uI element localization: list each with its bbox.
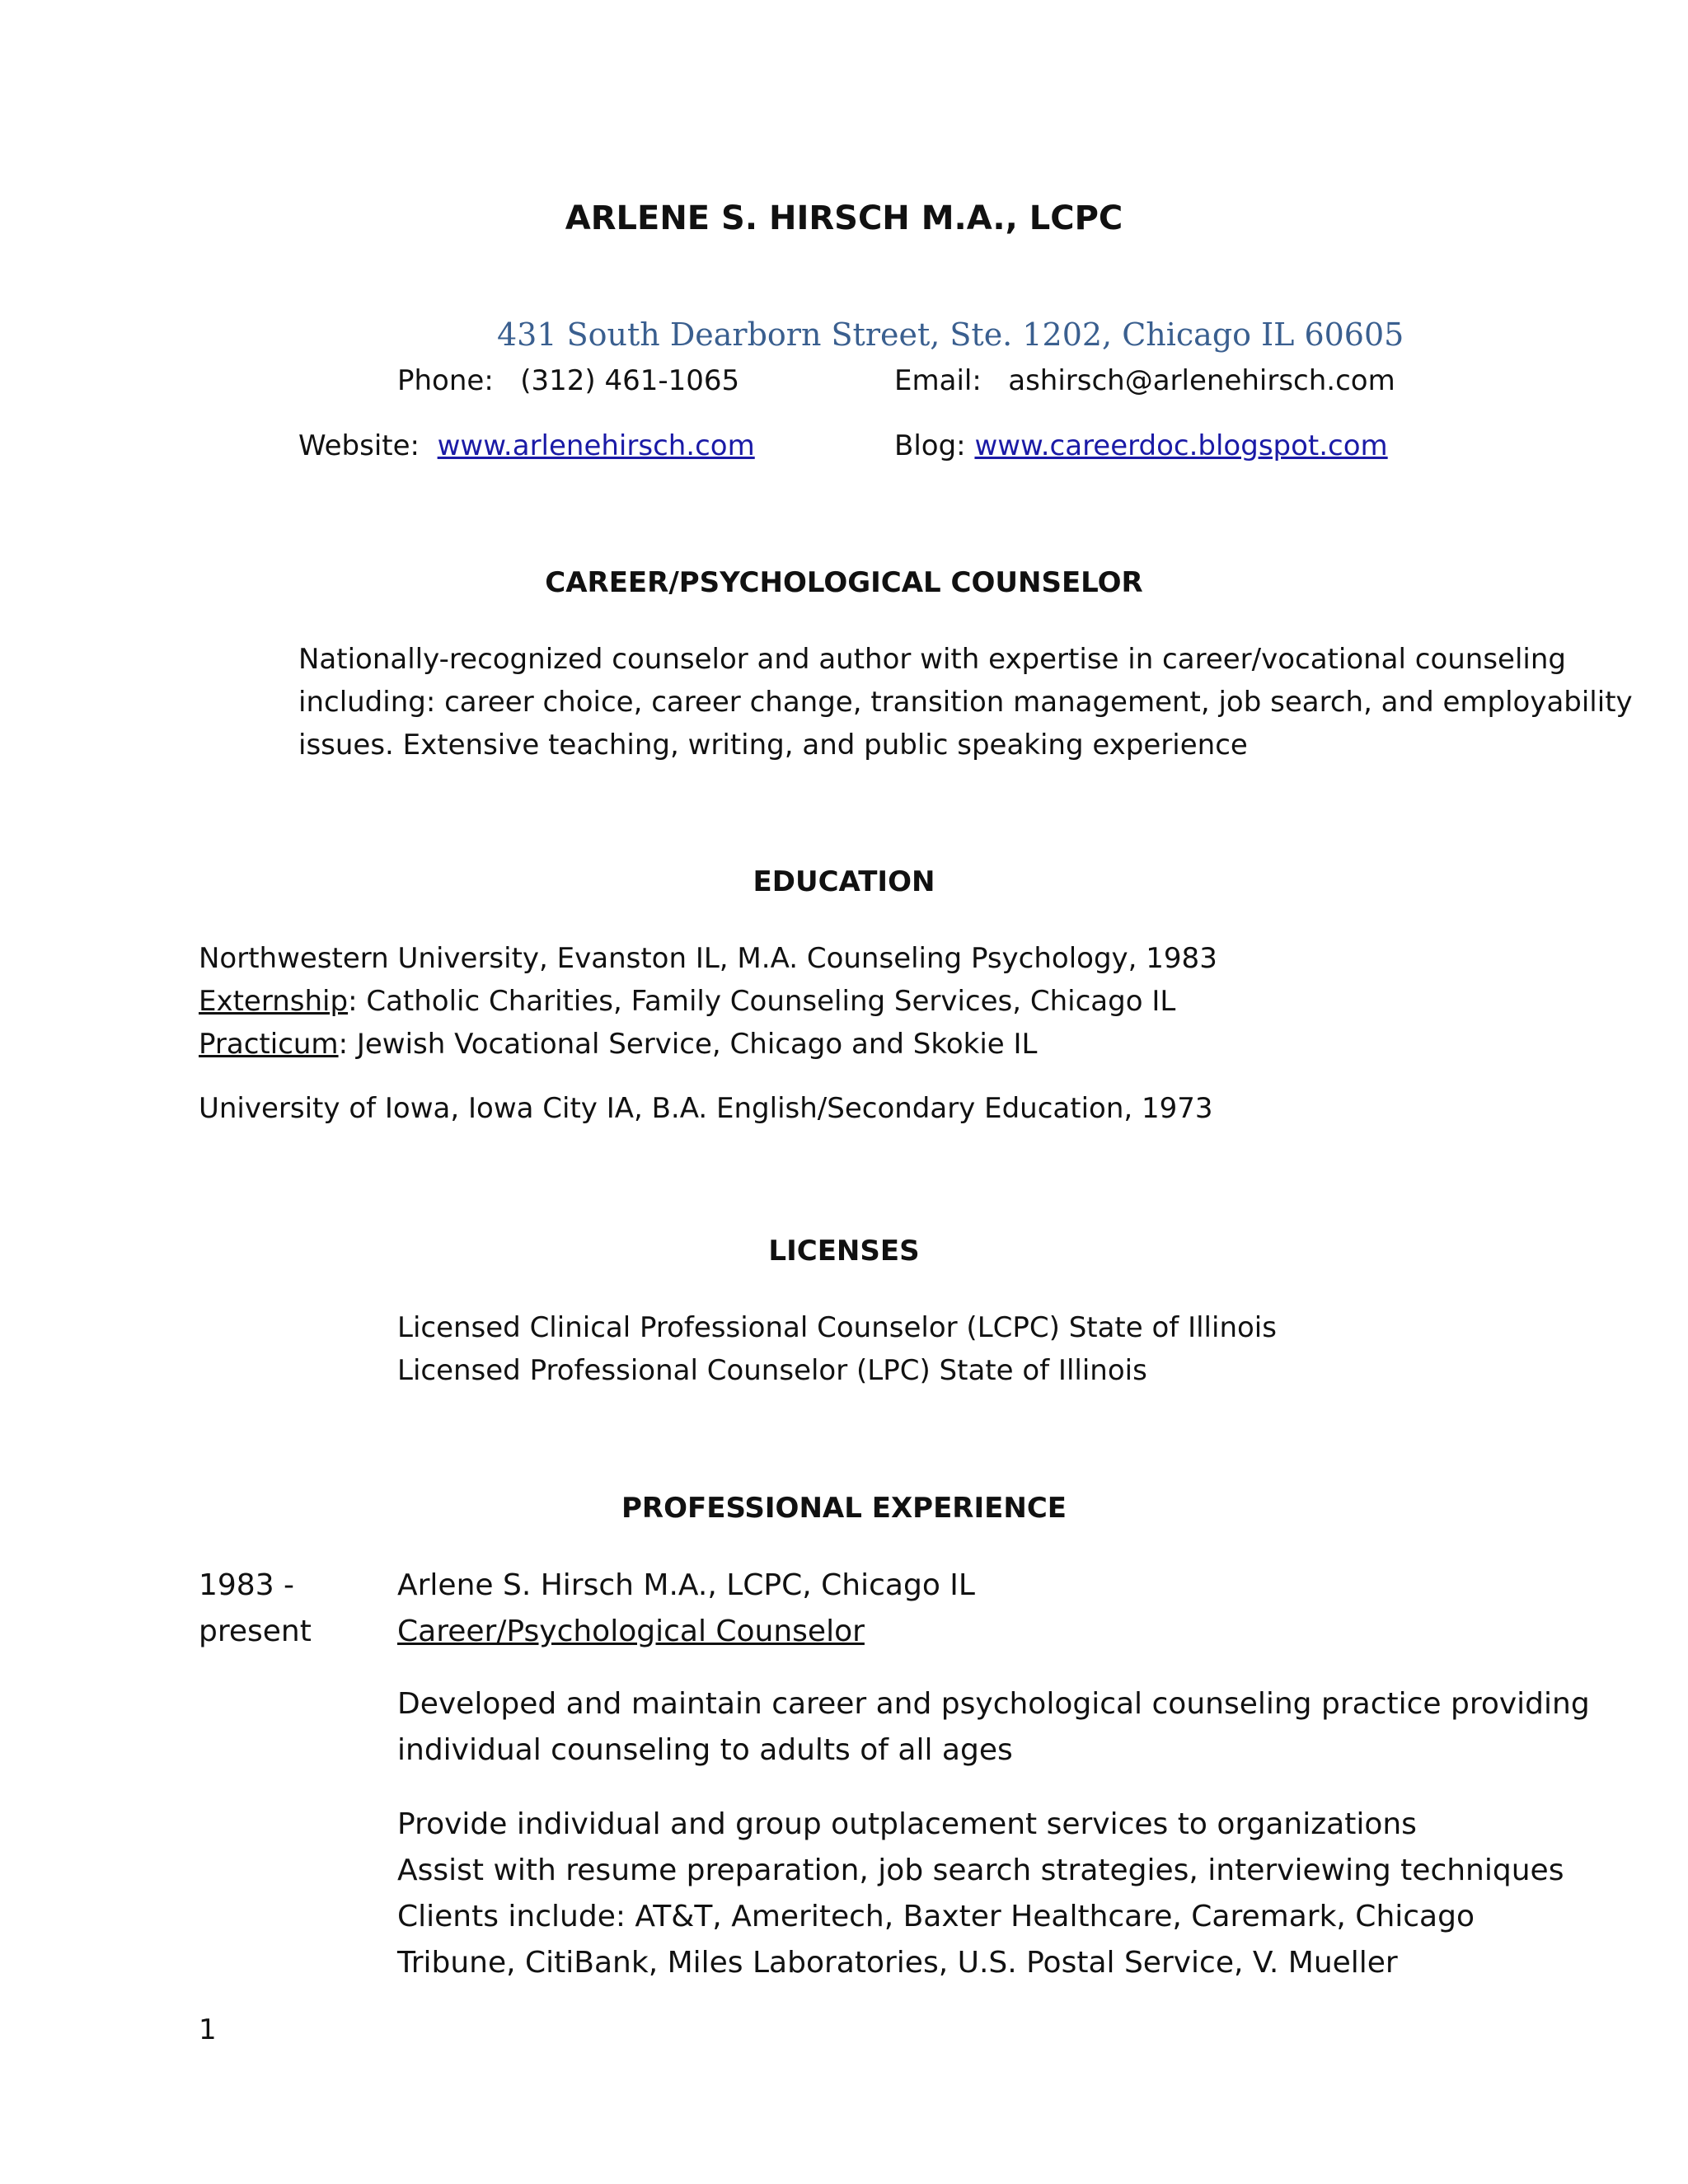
practicum-label: Practicum xyxy=(199,1028,339,1061)
phone-label: Phone: xyxy=(397,364,494,397)
summary-line: issues. Extensive teaching, writing, and public speaking experience xyxy=(298,729,1248,762)
experience-paragraph-2 xyxy=(397,1802,1564,1986)
experience-line: Assist with resume preparation, job search strategies, interviewing techniques xyxy=(397,1854,1564,1887)
licenses-heading: LICENSES xyxy=(768,1235,920,1268)
experience-dates xyxy=(199,1563,312,1655)
phone-number: (312) 461-1065 xyxy=(520,364,740,397)
email-address[interactable]: ashirsch@arlenehirsch.com xyxy=(1008,364,1395,397)
education-practicum xyxy=(199,1023,1217,1066)
resume-name: ARLENE S. HIRSCH M.A., LCPC xyxy=(565,199,1123,237)
education-iowa: University of Iowa, Iowa City IA, B.A. English/Secondary Education, 1973 xyxy=(199,1092,1213,1125)
website-label: Website: xyxy=(298,429,420,462)
externship-label: Externship xyxy=(199,985,349,1018)
blog-row xyxy=(894,429,1388,462)
address: 431 South Dearborn Street, Ste. 1202, Chicago IL 60605 xyxy=(497,316,1404,353)
experience-line: Clients include: AT&T, Ameritech, Baxter Healthcare, Caremark, Chicago xyxy=(397,1900,1475,1933)
date-end: present xyxy=(199,1615,312,1648)
phone-row xyxy=(397,364,739,397)
email-label: Email: xyxy=(894,364,982,397)
experience-line: Provide individual and group outplacement services to organizations xyxy=(397,1807,1417,1841)
license-item: Licensed Clinical Professional Counselor (LCPC) State of Illinois xyxy=(397,1311,1277,1344)
experience-line: Developed and maintain career and psychological counseling practice providing xyxy=(397,1687,1590,1721)
job-title: Career/Psychological Counselor xyxy=(397,1615,865,1648)
summary-text xyxy=(298,638,1633,766)
experience-heading: PROFESSIONAL EXPERIENCE xyxy=(621,1492,1067,1525)
page-number: 1 xyxy=(199,2013,217,2046)
blog-label: Blog: xyxy=(894,429,966,462)
website-row xyxy=(298,429,755,462)
employer: Arlene S. Hirsch M.A., LCPC, Chicago IL xyxy=(397,1568,975,1602)
externship-detail: : Catholic Charities, Family Counseling Services, Chicago IL xyxy=(348,985,1176,1018)
license-item: Licensed Professional Counselor (LPC) State of Illinois xyxy=(397,1354,1147,1387)
email-row xyxy=(894,364,1395,397)
summary-line: Nationally-recognized counselor and author with expertise in career/vocational counseling xyxy=(298,643,1567,676)
summary-heading: CAREER/PSYCHOLOGICAL COUNSELOR xyxy=(545,566,1143,599)
experience-line: Tribune, CitiBank, Miles Laboratories, U.S. Postal Service, V. Mueller xyxy=(397,1946,1398,1980)
experience-role xyxy=(397,1563,975,1655)
practicum-detail: : Jewish Vocational Service, Chicago and Skokie IL xyxy=(338,1028,1038,1061)
education-list xyxy=(199,937,1217,1066)
licenses-list xyxy=(397,1306,1277,1392)
education-externship xyxy=(199,980,1217,1023)
blog-link[interactable]: www.careerdoc.blogspot.com xyxy=(974,429,1388,462)
experience-line: individual counseling to adults of all ages xyxy=(397,1733,1013,1767)
education-heading: EDUCATION xyxy=(753,865,935,898)
date-start: 1983 - xyxy=(199,1568,295,1602)
experience-paragraph-1 xyxy=(397,1681,1590,1774)
education-northwestern: Northwestern University, Evanston IL, M.A. Counseling Psychology, 1983 xyxy=(199,942,1217,975)
summary-line: including: career choice, career change, transition management, job search, and employability xyxy=(298,686,1633,719)
website-link[interactable]: www.arlenehirsch.com xyxy=(437,429,755,462)
